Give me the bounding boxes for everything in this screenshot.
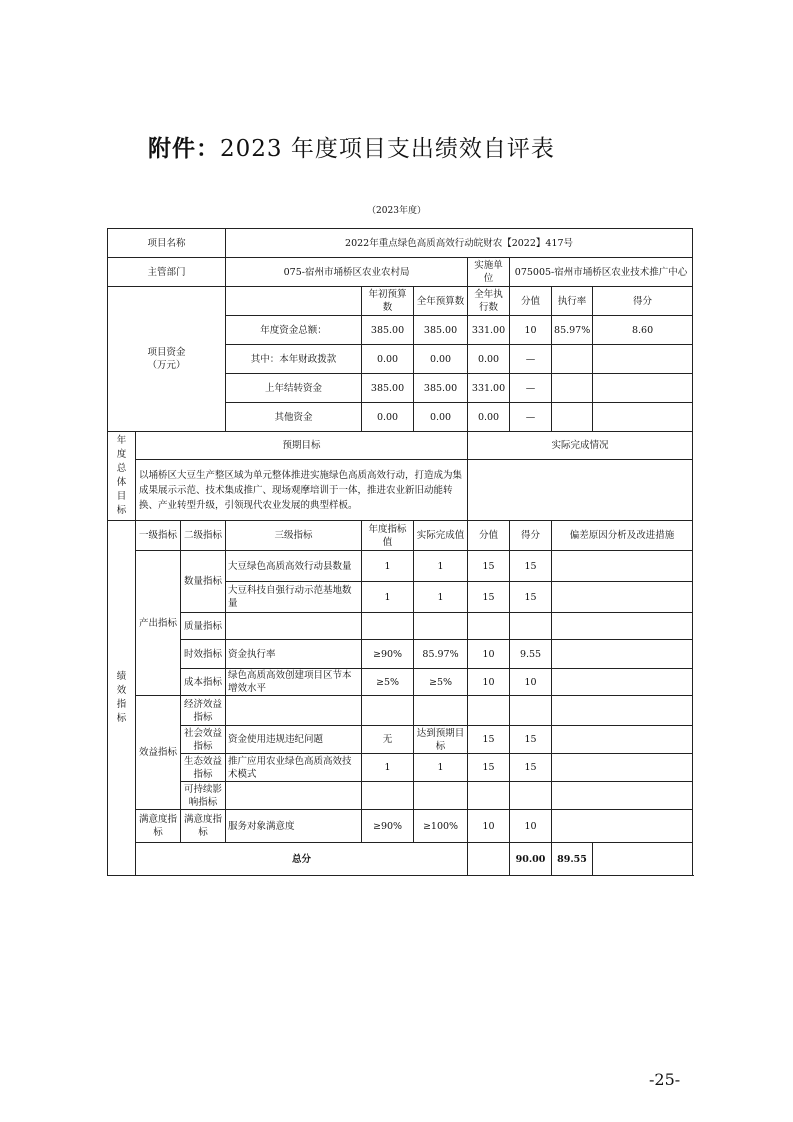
indicator-actual xyxy=(414,696,468,726)
indicator-row xyxy=(108,754,693,782)
funds-row-label: 其中：本年财政拨款 xyxy=(226,345,362,374)
impl-label: 实施单位 xyxy=(468,258,510,287)
funds-row-label: 其他资金 xyxy=(226,403,362,432)
performance-table xyxy=(107,228,693,876)
indicator-score xyxy=(510,782,552,810)
funds-cell xyxy=(552,345,593,374)
funds-cell: — xyxy=(510,403,552,432)
funds-cell: 385.00 xyxy=(414,316,468,345)
expected-goal-text: 以埇桥区大豆生产整区域为单元整体推进实施绿色高质高效行动，打造成为集成果展示示范、技术集成推广、现场观摩培训于一体，推进农业新旧动能转换、产业转型升级，引领现代农业发展的典型样板。 xyxy=(136,460,468,521)
indicator-actual: 1 xyxy=(414,551,468,582)
indicator-remark xyxy=(552,696,693,726)
funds-header: 得分 xyxy=(593,287,693,316)
indicator-remark xyxy=(552,640,693,669)
indicator-row xyxy=(108,782,693,810)
funds-cell: — xyxy=(510,374,552,403)
indicator-target xyxy=(362,782,414,810)
indicator-score-value: 10 xyxy=(468,640,510,669)
indicator-score xyxy=(510,613,552,640)
goals-content-row xyxy=(108,460,693,521)
indicator-row xyxy=(108,696,693,726)
indicator-actual: 达到预期目标 xyxy=(414,726,468,754)
indicators-header-row xyxy=(108,521,693,551)
funds-cell: 331.00 xyxy=(468,374,510,403)
indicator-header: 实际完成值 xyxy=(414,521,468,551)
funds-section-label: 项目资金 （万元） xyxy=(108,287,226,432)
indicator-score-value: 15 xyxy=(468,726,510,754)
indicator-name: 资金执行率 xyxy=(226,640,362,669)
funds-header: 分值 xyxy=(510,287,552,316)
indicator-row xyxy=(108,551,693,582)
funds-cell: 8.60 xyxy=(593,316,693,345)
indicator-target: ≥90% xyxy=(362,640,414,669)
total-row xyxy=(108,843,693,876)
indicator-target: ≥90% xyxy=(362,810,414,843)
indicator-name xyxy=(226,782,362,810)
year-note: （2023年度） xyxy=(367,206,426,216)
indicator-score-value xyxy=(468,782,510,810)
indicator-target xyxy=(362,613,414,640)
indicator-name: 大豆科技自强行动示范基地数量 xyxy=(226,582,362,613)
funds-cell: 385.00 xyxy=(362,374,414,403)
indicator-remark xyxy=(552,782,693,810)
indicator-target: 1 xyxy=(362,582,414,613)
indicator-remark xyxy=(552,810,693,843)
indicator-score: 10 xyxy=(510,810,552,843)
indicator-score: 15 xyxy=(510,582,552,613)
page-number: -25- xyxy=(649,1070,681,1089)
indicator-target: 1 xyxy=(362,754,414,782)
indicator-remark xyxy=(552,754,693,782)
indicator-score-value xyxy=(468,696,510,726)
indicator-actual: ≥100% xyxy=(414,810,468,843)
satisfaction-indicator-label: 满意度指标 xyxy=(136,810,181,843)
indicator-header: 一级指标 xyxy=(136,521,181,551)
funds-cell xyxy=(552,374,593,403)
indicator-row xyxy=(108,726,693,754)
indicator-target xyxy=(362,696,414,726)
indicator-score-value: 10 xyxy=(468,669,510,696)
indicator-score-value: 10 xyxy=(468,810,510,843)
indicator-actual: ≥5% xyxy=(414,669,468,696)
indicator-header: 偏差原因分析及改进措施 xyxy=(552,521,693,551)
actual-result-text xyxy=(468,460,693,521)
indicator-row xyxy=(108,669,693,696)
funds-cell: — xyxy=(510,345,552,374)
indicator-score-value: 15 xyxy=(468,754,510,782)
funds-row-label: 上年结转资金 xyxy=(226,374,362,403)
indicator-row xyxy=(108,810,693,843)
indicator-score: 15 xyxy=(510,726,552,754)
funds-header-blank xyxy=(226,287,362,316)
indicator-score: 15 xyxy=(510,551,552,582)
funds-cell xyxy=(593,345,693,374)
indicator-score: 10 xyxy=(510,669,552,696)
funds-cell: 385.00 xyxy=(362,316,414,345)
document-title xyxy=(148,130,555,163)
indicator-name: 绿色高质高效创建项目区节本增效水平 xyxy=(226,669,362,696)
indicator-remark xyxy=(552,726,693,754)
funds-cell: 385.00 xyxy=(414,374,468,403)
indicator-header: 三级指标 xyxy=(226,521,362,551)
indicator-header: 分值 xyxy=(468,521,510,551)
actual-result-header: 实际完成情况 xyxy=(468,432,693,460)
total-remark xyxy=(593,843,693,876)
goals-section-label: 年 度 总 体 目 标 xyxy=(108,432,136,521)
total-label: 总分 xyxy=(136,843,468,876)
funds-cell xyxy=(552,403,593,432)
indicator-row xyxy=(108,640,693,669)
indicator-header: 得分 xyxy=(510,521,552,551)
time-indicator-label: 时效指标 xyxy=(181,640,226,669)
dept-value: 075-宿州市埇桥区农业农村局 xyxy=(226,258,468,287)
indicator-score-value: 15 xyxy=(468,551,510,582)
funds-cell: 0.00 xyxy=(362,403,414,432)
funds-cell: 85.97% xyxy=(552,316,593,345)
dept-label: 主管部门 xyxy=(108,258,226,287)
indicator-actual xyxy=(414,613,468,640)
indicator-target: ≥5% xyxy=(362,669,414,696)
indicator-name xyxy=(226,613,362,640)
indicator-score-value xyxy=(468,613,510,640)
indicator-name: 推广应用农业绿色高质高效技术模式 xyxy=(226,754,362,782)
expected-goal-header: 预期目标 xyxy=(136,432,468,460)
project-name-label: 项目名称 xyxy=(108,229,226,258)
economic-indicator-label: 经济效益指标 xyxy=(181,696,226,726)
indicator-remark xyxy=(552,582,693,613)
quality-indicator-label: 质量指标 xyxy=(181,613,226,640)
indicator-remark xyxy=(552,551,693,582)
indicator-header: 年度指标值 xyxy=(362,521,414,551)
funds-cell: 0.00 xyxy=(414,345,468,374)
funds-cell: 0.00 xyxy=(414,403,468,432)
total-blank xyxy=(468,843,510,876)
cost-indicator-label: 成本指标 xyxy=(181,669,226,696)
indicator-score-value: 15 xyxy=(468,582,510,613)
indicator-target: 1 xyxy=(362,551,414,582)
satisfaction-sub-indicator-label: 满意度指标 xyxy=(181,810,226,843)
funds-header: 年初预算数 xyxy=(362,287,414,316)
title-prefix: 附件： xyxy=(148,136,220,162)
funds-cell: 0.00 xyxy=(468,403,510,432)
sustainable-indicator-label: 可持续影响指标 xyxy=(181,782,226,810)
funds-cell xyxy=(593,374,693,403)
funds-header: 全年执行数 xyxy=(468,287,510,316)
funds-cell: 0.00 xyxy=(468,345,510,374)
indicator-name: 资金使用违规违纪问题 xyxy=(226,726,362,754)
indicators-section-label: 绩 效 指 标 xyxy=(108,521,136,876)
indicator-actual: 1 xyxy=(414,582,468,613)
ecological-indicator-label: 生态效益指标 xyxy=(181,754,226,782)
indicator-score: 9.55 xyxy=(510,640,552,669)
funds-cell: 10 xyxy=(510,316,552,345)
indicator-row xyxy=(108,613,693,640)
funds-cell: 331.00 xyxy=(468,316,510,345)
benefit-indicator-label: 效益指标 xyxy=(136,696,181,810)
indicator-actual: 85.97% xyxy=(414,640,468,669)
funds-row-label: 年度资金总额： xyxy=(226,316,362,345)
impl-value: 075005-宿州市埇桥区农业技术推广中心 xyxy=(510,258,693,287)
indicator-remark xyxy=(552,669,693,696)
indicator-name: 大豆绿色高质高效行动县数量 xyxy=(226,551,362,582)
social-indicator-label: 社会效益指标 xyxy=(181,726,226,754)
indicator-target: 无 xyxy=(362,726,414,754)
output-indicator-label: 产出指标 xyxy=(136,551,181,696)
indicator-name: 服务对象满意度 xyxy=(226,810,362,843)
indicator-name xyxy=(226,696,362,726)
funds-header-row xyxy=(108,287,693,316)
total-score-value: 90.00 xyxy=(510,843,552,876)
indicator-score xyxy=(510,696,552,726)
total-score: 89.55 xyxy=(552,843,593,876)
indicator-actual: 1 xyxy=(414,754,468,782)
funds-header: 执行率 xyxy=(552,287,593,316)
indicator-remark xyxy=(552,613,693,640)
funds-cell: 0.00 xyxy=(362,345,414,374)
indicator-actual xyxy=(414,782,468,810)
indicator-header: 二级指标 xyxy=(181,521,226,551)
indicator-score: 15 xyxy=(510,754,552,782)
department-row xyxy=(108,258,693,287)
project-name-value: 2022年重点绿色高质高效行动皖财农【2022】417号 xyxy=(226,229,693,258)
quantity-indicator-label: 数量指标 xyxy=(181,551,226,613)
goals-header-row xyxy=(108,432,693,460)
project-name-row xyxy=(108,229,693,258)
funds-cell xyxy=(593,403,693,432)
title-main: 2023 年度项目支出绩效自评表 xyxy=(220,136,555,162)
funds-header: 全年预算数 xyxy=(414,287,468,316)
